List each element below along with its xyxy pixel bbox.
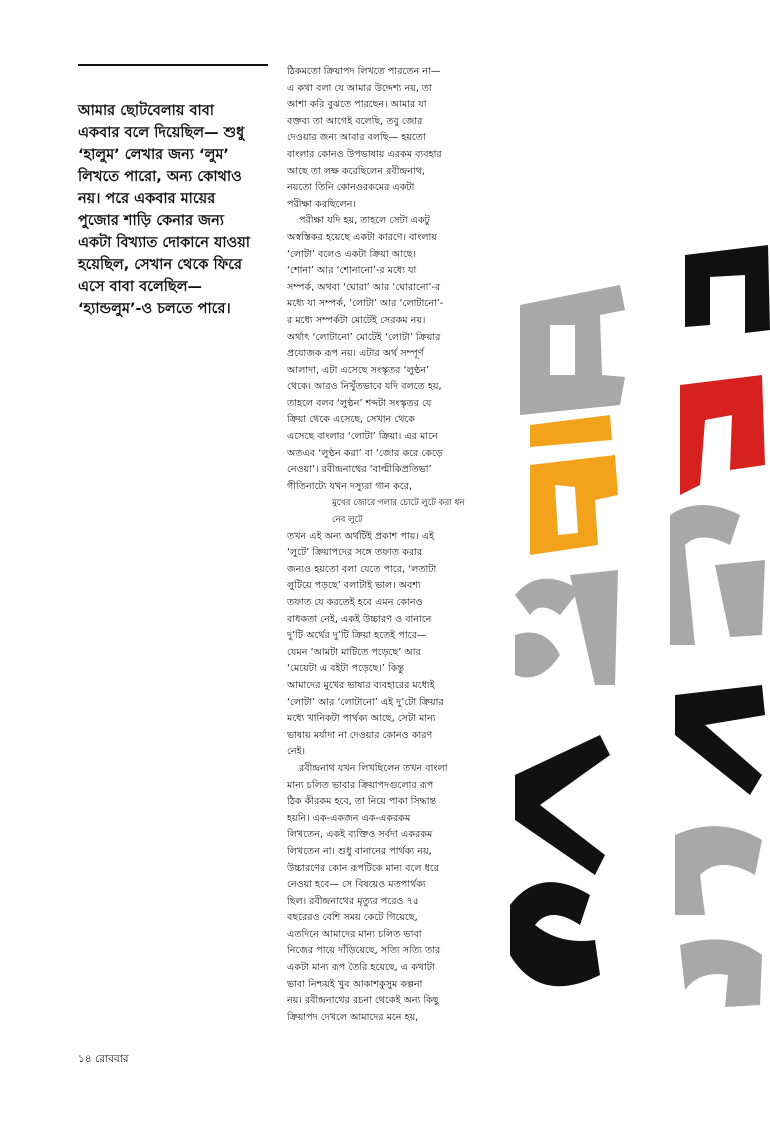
body-line: নয়। রবীন্দ্রনাথের রচনা থেকেই অন্য কিছু — [287, 995, 439, 1007]
body-line: অতএব ‘লুণ্ঠন করা’ বা ‘জোর করে কেড়ে — [287, 447, 443, 459]
body-line: তাহলে বলব ‘লুণ্ঠন’ শব্দটা সংস্কৃতর যে — [287, 397, 432, 409]
pull-quote-line: একটা বিখ্যাত দোকানে যাওয়া — [78, 235, 250, 251]
body-line: দু’টি অর্থের দু’টি ক্রিয়া হতেই পারে— — [287, 630, 427, 642]
pull-quote — [78, 100, 278, 320]
body-line: বাধকতা নেই, একই উচ্চারণ ও বানানে — [287, 613, 432, 625]
body-line: একটা মান্য রূপ তৈরি হয়েছে, এ কথাটা — [287, 962, 435, 974]
body-line: ঠিক কীরকম হবে, তা নিয়ে পাকা সিদ্ধান্ত — [287, 796, 437, 808]
body-line: নেওয়া’। রবীন্দ্রনাথের ‘বাল্মীকিপ্রতিভা’ — [287, 464, 432, 476]
body-line: উচ্চারণের কোন রূপটিকে মান্য বলে ধরে — [287, 862, 440, 874]
pull-quote-line: আমার ছোটবেলায় বাবা — [78, 103, 215, 119]
body-line: ঠিকমতো ক্রিয়াপদ লিখতে পারতেন না— — [287, 66, 441, 77]
body-line: তফাত যে করতেই হবে এমন কোনও — [287, 597, 423, 608]
body-line: বক্তব্য তা আগেই বলেছি, তবু জোর — [287, 115, 423, 127]
body-line: লিখতেন না। শুধু বানানের পার্থক্য নয়, — [287, 845, 432, 857]
brush-letter-gray-4 — [675, 826, 762, 1007]
pull-quote-line: নয়। পরে একবার মায়ের — [78, 191, 216, 207]
body-line: পরীক্ষা করছিলেন। — [287, 198, 356, 210]
paragraph-start-line: পরীক্ষা যদি হয়, তাহলে সেটা একটু — [299, 215, 430, 227]
calligraphy-artwork — [500, 215, 770, 1025]
body-line: ‘লোটা’ বলেও একটা ক্রিয়া আছে। — [287, 248, 417, 260]
body-line: নেওয়া হবে— সে বিষয়েও মতপার্থক্য — [287, 879, 426, 891]
body-line: নেই। — [287, 746, 306, 758]
brush-letter-gray-3 — [670, 505, 765, 645]
pull-quote-line: ‘হালুম’ লেখার জন্য ‘লুম’ — [78, 147, 229, 163]
body-line: লুটিয়ে পড়ছে’ বলাটাই ভাল। অবশ্য — [287, 580, 421, 592]
verse-line: মুখের জোরে গলার চোটে লুটে করা ধন — [332, 498, 465, 509]
body-line: ‘মেয়েটা এ বইটা পড়েছে।’ কিন্তু — [287, 663, 405, 675]
body-line: অস্বস্তিকর হয়েছে একটা কারণে। বাংলায় — [287, 231, 437, 243]
body-line: ক্রিয়া থেকে এসেছে, সেখান থেকে — [287, 414, 415, 426]
brush-letter-black-1 — [515, 735, 610, 875]
page-footer — [78, 1052, 129, 1069]
body-line: মধ্যে খানিকটা পার্থক্য আছে, সেটা মান্য — [287, 713, 436, 725]
brush-letter-gray-1 — [520, 285, 625, 415]
brush-letter-black-4 — [675, 685, 765, 795]
body-line: প্রযোজক রূপ নয়। এটার অর্থ সম্পূর্ণ — [287, 348, 424, 360]
body-line: আছে তা লক্ষ করেছিলেন রবীন্দ্রনাথ, — [287, 165, 425, 177]
body-line: দেওয়ার জন্য আবার বলছি— হয়তো — [287, 132, 426, 144]
body-line: হয়নি। এক-একজন এক-একরকম — [287, 812, 411, 824]
brush-letter-red — [680, 375, 765, 495]
body-line: লিখতেন, একই ব্যক্তিও সর্বদা একরকম — [287, 829, 433, 841]
top-rule — [78, 64, 268, 66]
body-line: থেকে। আরও নিখুঁতভাবে যদি বলতে হয়, — [287, 381, 442, 393]
brush-letter-black-3 — [685, 245, 770, 333]
pull-quote-line: পুজোর শাড়ি কেনার জন্য — [78, 213, 224, 229]
body-line: আলাদা, এটা এসেছে সংস্কৃতর ‘লুণ্ঠন’ — [287, 364, 430, 376]
body-line: তখন এই অন্য অর্থটিই প্রকাশ পায়। এই — [287, 530, 435, 542]
body-line: এ কথা বলা যে আমার উদ্দেশ্য নয়, তা — [287, 82, 432, 94]
magazine-name: রোববার — [94, 1053, 129, 1065]
body-line: বছরেরও বেশি সময় কেটে গিয়েছে, — [287, 912, 418, 924]
brush-letter-orange — [530, 415, 618, 555]
body-line: ‘লোটা’ আর ‘লোটানো’ এই দু’টো ক্রিয়ার — [287, 696, 444, 708]
page-number: ১৪ — [78, 1053, 92, 1065]
body-line: আমাদের মুখের ভাষার ব্যবহারের মধ্যেই — [287, 679, 435, 691]
body-line: সম্পর্ক, অথবা ‘ঘোরা’ আর ‘ঘোরানো’-র — [287, 281, 441, 293]
pull-quote-line: একবার বলে দিয়েছিল— শুধু — [78, 125, 245, 141]
body-line: ‘শোনা’ আর ‘শোনানো’-র মধ্যে যা — [287, 265, 417, 277]
verse-line: নেব লুটে — [332, 515, 363, 526]
brush-letter-gray-2 — [515, 570, 618, 685]
body-line: ভাষায় মর্যাদা না দেওয়ার কোনও কারণ — [287, 729, 433, 741]
body-line: গীতিনাট্যে যখন দস্যুরা গান করে, — [287, 480, 413, 492]
brush-letter-black-2 — [510, 882, 600, 986]
article-body — [287, 64, 485, 1026]
body-line: নিজের পায়ে দাঁড়িয়েছে, সত্যি সত্যি তার — [287, 945, 441, 957]
pull-quote-line: হয়েছিল, সেখান থেকে ফিরে — [78, 257, 243, 273]
body-line: যেমন ‘আমটা মাটিতে পড়েছে’ আর — [287, 646, 421, 658]
body-line: নয়তো তিনি কোনওরকমের একটা — [287, 182, 415, 194]
pull-quote-line: এসে বাবা বলেছিল— — [78, 279, 203, 295]
body-line: ক্রিয়াপদ দেখলে আমাদের মনে হয়, — [287, 1011, 419, 1023]
body-line: মধ্যে যা সম্পর্ক, ‘লোটা’ আর ‘লোটানো’- — [287, 298, 444, 310]
pull-quote-line: ‘হ্যান্ডলুম’-ও চলতে পারে। — [78, 301, 231, 317]
body-line: মান্য চলিত ভাবার ক্রিয়াপদগুলোর রূপ — [287, 779, 434, 791]
body-line: ভাবা নিশ্চয়ই খুব আকাশকুসুম কল্পনা — [287, 978, 423, 990]
body-line: অর্থাৎ ‘লোটানো’ মোটেই ‘লোটা’ ক্রিয়ার — [287, 331, 441, 343]
pull-quote-line: লিখতে পারো, অন্য কোথাও — [78, 169, 242, 185]
paragraph-start-line: রবীন্দ্রনাথ যখন লিখছিলেন তখন বাংলা — [299, 762, 448, 774]
body-line: এসেছে বাংলার ‘লোটা’ ক্রিয়া। এর মানে — [287, 431, 438, 443]
body-line: জন্যও হয়তো বলা যেতে পারে, ‘লতাটা — [287, 563, 437, 575]
body-line: ‘লুটে’ ক্রিয়াপদের সঙ্গে তফাত করার — [287, 547, 423, 559]
body-line: বাংলার কোনও উপভাষায় এরকম ব্যবহার — [287, 148, 442, 160]
body-line: আশা করি বুঝতে পারছেন। আমার যা — [287, 99, 427, 111]
body-line: ছিল। রবীন্দ্রনাথের মৃত্যুর পরেও ৭৫ — [287, 895, 420, 907]
body-line: র মধ্যে সম্পর্কটা মোটেই সেরকম নয়। — [287, 314, 426, 326]
body-line: এতদিনে আমাদের মান্য চলিত ভাবা — [287, 928, 422, 940]
